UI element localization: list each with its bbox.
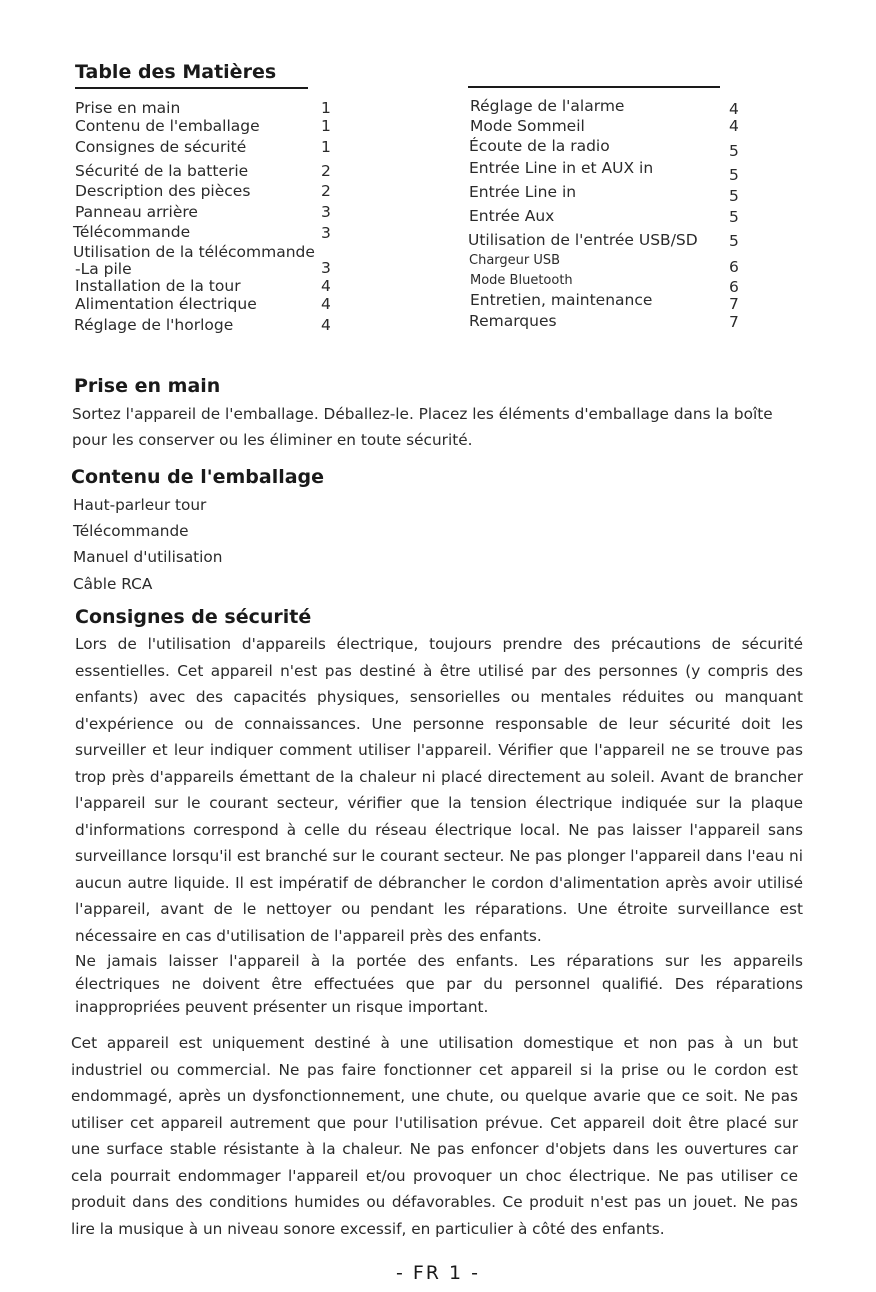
toc-item-page: 5 [729,187,739,205]
toc-item-label[interactable]: Utilisation de l'entrée USB/SD [468,231,698,249]
list-item: Haut-parleur tour [73,496,207,514]
toc-item-page: 5 [729,208,739,226]
toc-item-page: 1 [321,117,331,135]
toc-title-underline [75,87,308,89]
section-title-contenu: Contenu de l'emballage [71,466,325,488]
toc-item-page: 4 [321,316,331,334]
toc-item-label[interactable]: Remarques [469,312,557,330]
toc-item-page: 1 [321,138,331,156]
paragraph-line: Sortez l'appareil de l'emballage. Déballez-le. Placez les éléments d'emballage dans la boîte [72,405,773,423]
toc-item-label[interactable]: Mode Bluetooth [470,273,573,288]
toc-item-label[interactable]: Panneau arrière [75,203,198,221]
toc-item-page: 7 [729,313,739,331]
toc-item-label[interactable]: Alimentation électrique [75,295,257,313]
toc-item-label[interactable]: Chargeur USB [469,253,561,268]
toc-item-page: 1 [321,99,331,117]
toc-item-page: 3 [321,259,331,277]
safety-paragraph: Lors de l'utilisation d'appareils électrique, toujours prendre des précautions de sécurité essentielles. Cet appareil n'est pas destiné à être utilisé par des personnes (y compris des enfants) avec des capacités physiques, sensorielles ou mentales réduites ou manquant d'expérience ou de connaissances. Une personne responsable de leur sécurité doit les surveiller et leur indiquer comment utiliser l'appareil. Vérifier que l'appareil ne se trouve pas trop près d'appareils émettant de la chaleur ni placé directement au soleil. Avant de brancher l'appareil sur le courant secteur, vérifier que la tension électrique indiquée sur la plaque d'informations correspond à celle du réseau électrique local. Ne pas laisser l'appareil sans surveillance lorsqu'il est branché sur le courant secteur. Ne pas plonger l'appareil dans l'eau ni aucun autre liquide. Il est impératif de débrancher le cordon d'alimentation après avoir utilisé l'appareil, avant de le nettoyer ou pendant les réparations. Une étroite surveillance est nécessaire en cas d'utilisation de l'appareil près des enfants. [75,635,803,945]
toc-item-page: 5 [729,166,739,184]
toc-item-page: 5 [729,232,739,250]
toc-right-rule [468,86,720,88]
toc-item-label[interactable]: Sécurité de la batterie [75,162,249,180]
toc-item-label[interactable]: Entrée Aux [469,207,555,225]
list-item: Câble RCA [73,575,153,593]
toc-item-label[interactable]: Écoute de la radio [469,137,610,155]
toc-item-label[interactable]: Entrée Line in [469,183,577,201]
toc-item-label[interactable]: Prise en main [75,99,181,117]
toc-item-page: 6 [729,258,739,276]
section-title-consignes: Consignes de sécurité [75,606,312,628]
toc-item-page: 6 [729,278,739,296]
safety-paragraph: Ne jamais laisser l'appareil à la portée des enfants. Les réparations sur les appareils électriques ne doivent être effectuées que par du personnel qualifié. Des réparations inappropriées peuvent présenter un risque important. [75,952,803,1016]
toc-item-label[interactable]: Télécommande [73,223,191,241]
toc-item-page: 4 [321,277,331,295]
toc-item-label[interactable]: Contenu de l'emballage [75,117,260,135]
toc-item-label[interactable]: Mode Sommeil [470,117,585,135]
toc-item-label[interactable]: Utilisation de la télécommande [73,243,315,261]
safety-paragraph: Cet appareil est uniquement destiné à une utilisation domestique et non pas à un but industriel ou commercial. Ne pas faire fonctionner cet appareil si la prise ou le cordon est endommagé, après un dysfonctionnement, une chute, ou quelque avarie que ce soit. Ne pas utiliser cet appareil autrement que pour l'utilisation prévue. Cet appareil doit être placé sur une surface stable résistante à la chaleur. Ne pas enfoncer d'objets dans les ouvertures car cela pourrait endommager l'appareil et/ou provoquer un choc électrique. Ne pas utiliser ce produit dans des conditions humides ou défavorables. Ce produit n'est pas un jouet. Ne pas lire la musique à un niveau sonore excessif, en particulier à côté des enfants. [71,1034,798,1238]
page-number: - FR 1 - [395,1262,481,1284]
toc-item-label[interactable]: Entrée Line in et AUX in [469,159,654,177]
toc-item-page: 2 [321,162,331,180]
toc-item-label[interactable]: Réglage de l'horloge [74,316,234,334]
toc-item-page: 7 [729,295,739,313]
list-item: Télécommande [73,522,189,540]
toc-item-page: 4 [729,117,739,135]
toc-item-page: 3 [321,203,331,221]
section-title-prise-en-main: Prise en main [74,375,221,397]
toc-item-page: 2 [321,182,331,200]
toc-item-page: 4 [729,100,739,118]
toc-item-label[interactable]: -La pile [75,260,132,278]
toc-item-page: 4 [321,295,331,313]
toc-title: Table des Matières [75,61,277,83]
toc-item-label[interactable]: Réglage de l'alarme [470,97,625,115]
list-item: Manuel d'utilisation [73,548,223,566]
toc-item-label[interactable]: Installation de la tour [75,277,241,295]
paragraph-line: pour les conserver ou les éliminer en toute sécurité. [72,431,473,449]
toc-item-label[interactable]: Entretien, maintenance [470,291,653,309]
toc-item-page: 5 [729,142,739,160]
toc-item-label[interactable]: Description des pièces [75,182,251,200]
toc-item-page: 3 [321,224,331,242]
toc-item-label[interactable]: Consignes de sécurité [75,138,247,156]
